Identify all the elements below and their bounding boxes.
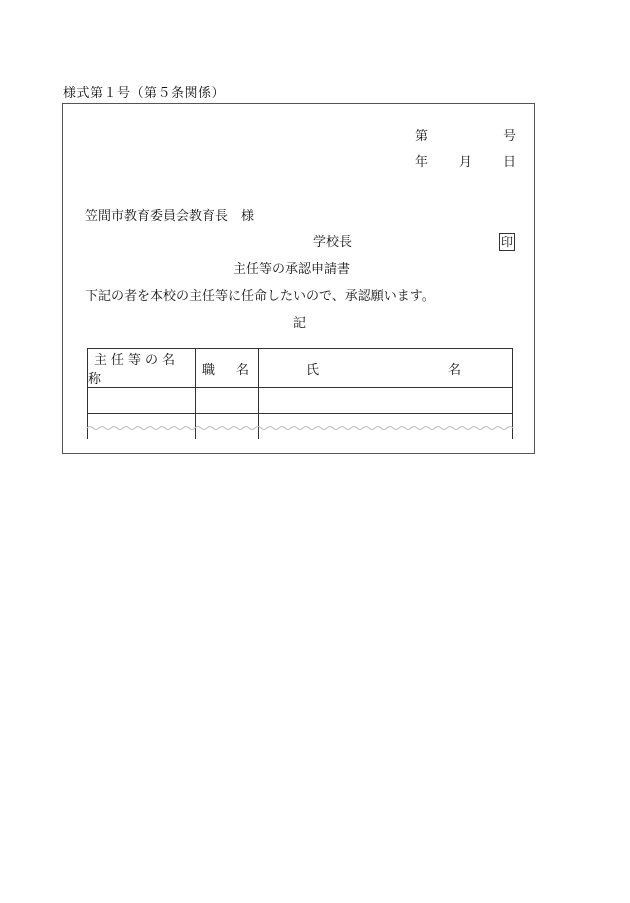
date-month: 月	[459, 155, 473, 170]
header-name-char-2: 名	[448, 362, 462, 378]
date-year: 年	[415, 155, 429, 170]
seal-box: 印	[501, 235, 514, 249]
cell-name[interactable]	[259, 388, 513, 414]
table-header-row	[88, 349, 513, 388]
table-row	[88, 388, 513, 414]
body-text: 下記の者を本校の主任等に任命したいので、承認願います。	[85, 289, 435, 304]
header-role-name	[88, 349, 196, 388]
cell-position[interactable]	[196, 388, 259, 414]
addressee: 笠間市教育委員会教育長 様	[85, 209, 255, 224]
ki-notation: 記	[293, 316, 307, 331]
header-name-char-1: 氏	[306, 362, 320, 378]
header-position-char-1: 職	[202, 362, 216, 378]
sender-title: 学校長	[313, 235, 353, 250]
table-continuation-wave	[87, 424, 513, 432]
header-name	[259, 349, 513, 388]
cell-role-name[interactable]	[88, 388, 196, 414]
date-day: 日	[503, 155, 517, 170]
header-position	[196, 349, 259, 388]
document-number-prefix: 第	[415, 129, 429, 144]
document-number-suffix: 号	[503, 129, 517, 144]
form-number-label: 様式第１号（第５条関係）	[63, 86, 226, 101]
document-title: 主任等の承認申請書	[233, 262, 351, 277]
header-role-name-text: 主任等の名称	[88, 353, 180, 387]
header-position-char-2: 名	[236, 362, 250, 378]
application-form	[62, 103, 535, 454]
seal-mark	[499, 233, 515, 251]
